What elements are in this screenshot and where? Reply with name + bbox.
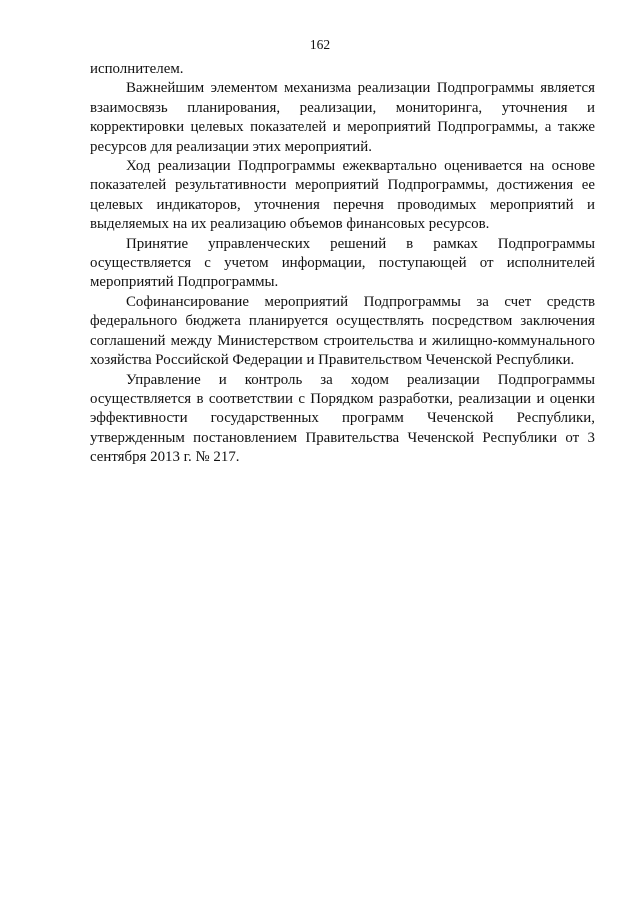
paragraph-control: Управление и контроль за ходом реализации Подпрограммы осуществляется в соответствии с Порядком разработки, реализации и оценки эффективности государственных программ Чеченской Республики, утвержденным постановлением Правительства Чеченской Республики от 3 сентября 2013 г. № 217. — [90, 371, 595, 466]
page-number: 162 — [309, 37, 331, 52]
paragraph-management-decisions: Принятие управленческих решений в рамках Подпрограммы осуществляется с учетом информации, поступающей от исполнителей мероприятий Подпрограммы. — [90, 235, 595, 291]
paragraph-cofinancing: Софинансирование мероприятий Подпрограммы за счет средств федерального бюджета планируется осуществлять посредством заключения соглашений между Министерством строительства и жилищно-коммунального хозяйства Российской Федерации и Правительством Чеченской Республики. — [90, 293, 595, 369]
document-body — [90, 60, 595, 468]
paragraph-continuation: исполнителем. — [90, 61, 184, 77]
paragraph-progress-assessment: Ход реализации Подпрограммы ежеквартально оценивается на основе показателей результативности мероприятий Подпрограммы, достижения ее целевых индикаторов, уточнения перечня проводимых мероприятий и выделяемых на их реализацию объемов финансовых ресурсов. — [90, 158, 595, 233]
paragraph-mechanism: Важнейшим элементом механизма реализации Подпрограммы является взаимосвязь планирования, реализации, мониторинга, уточнения и корректировки целевых показателей и мероприятий Подпрограммы, а также ресурсов для реализации этих мероприятий. — [90, 80, 595, 155]
